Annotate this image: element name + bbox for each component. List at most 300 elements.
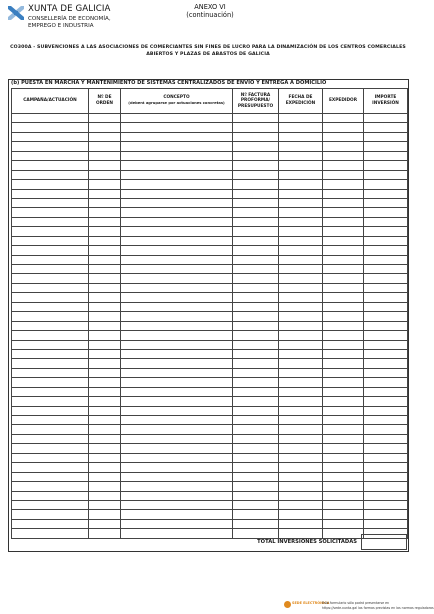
table-cell[interactable] xyxy=(279,463,323,472)
table-cell[interactable] xyxy=(121,312,233,321)
table-cell[interactable] xyxy=(121,151,233,160)
table-cell[interactable] xyxy=(279,416,323,425)
table-cell[interactable] xyxy=(279,387,323,396)
table-cell[interactable] xyxy=(12,180,89,189)
table-cell[interactable] xyxy=(279,189,323,198)
table-cell[interactable] xyxy=(89,416,121,425)
table-cell[interactable] xyxy=(12,302,89,311)
table-cell[interactable] xyxy=(89,208,121,217)
table-cell[interactable] xyxy=(323,416,364,425)
table-cell[interactable] xyxy=(279,283,323,292)
table-cell[interactable] xyxy=(364,189,408,198)
table-cell[interactable] xyxy=(121,132,233,141)
table-cell[interactable] xyxy=(121,217,233,226)
table-cell[interactable] xyxy=(12,434,89,443)
table-cell[interactable] xyxy=(121,406,233,415)
table-cell[interactable] xyxy=(12,114,89,123)
table-cell[interactable] xyxy=(121,114,233,123)
table-cell[interactable] xyxy=(12,227,89,236)
table-cell[interactable] xyxy=(364,208,408,217)
table-cell[interactable] xyxy=(323,170,364,179)
table-cell[interactable] xyxy=(279,444,323,453)
table-cell[interactable] xyxy=(364,123,408,132)
table-cell[interactable] xyxy=(279,198,323,207)
table-cell[interactable] xyxy=(323,114,364,123)
table-cell[interactable] xyxy=(121,142,233,151)
table-cell[interactable] xyxy=(89,161,121,170)
table-cell[interactable] xyxy=(89,500,121,509)
table-cell[interactable] xyxy=(279,151,323,160)
table-cell[interactable] xyxy=(12,340,89,349)
table-cell[interactable] xyxy=(89,274,121,283)
table-cell[interactable] xyxy=(233,331,279,340)
table-cell[interactable] xyxy=(323,255,364,264)
table-cell[interactable] xyxy=(121,161,233,170)
table-cell[interactable] xyxy=(89,472,121,481)
table-cell[interactable] xyxy=(89,151,121,160)
table-cell[interactable] xyxy=(89,198,121,207)
table-cell[interactable] xyxy=(121,321,233,330)
table-cell[interactable] xyxy=(121,180,233,189)
table-cell[interactable] xyxy=(323,123,364,132)
table-cell[interactable] xyxy=(121,293,233,302)
table-cell[interactable] xyxy=(233,293,279,302)
table-cell[interactable] xyxy=(364,274,408,283)
table-cell[interactable] xyxy=(323,510,364,519)
table-cell[interactable] xyxy=(233,510,279,519)
table-cell[interactable] xyxy=(323,359,364,368)
table-cell[interactable] xyxy=(323,453,364,462)
table-cell[interactable] xyxy=(12,312,89,321)
table-cell[interactable] xyxy=(364,510,408,519)
table-cell[interactable] xyxy=(89,378,121,387)
table-cell[interactable] xyxy=(233,321,279,330)
table-cell[interactable] xyxy=(323,444,364,453)
table-cell[interactable] xyxy=(279,142,323,151)
table-cell[interactable] xyxy=(364,321,408,330)
table-cell[interactable] xyxy=(323,463,364,472)
table-cell[interactable] xyxy=(121,472,233,481)
table-cell[interactable] xyxy=(12,217,89,226)
table-cell[interactable] xyxy=(279,265,323,274)
table-cell[interactable] xyxy=(364,302,408,311)
table-cell[interactable] xyxy=(12,293,89,302)
table-cell[interactable] xyxy=(121,397,233,406)
table-cell[interactable] xyxy=(233,208,279,217)
table-cell[interactable] xyxy=(233,189,279,198)
table-cell[interactable] xyxy=(323,217,364,226)
table-cell[interactable] xyxy=(364,349,408,358)
table-cell[interactable] xyxy=(279,482,323,491)
table-cell[interactable] xyxy=(121,416,233,425)
table-cell[interactable] xyxy=(323,472,364,481)
table-cell[interactable] xyxy=(323,274,364,283)
table-cell[interactable] xyxy=(279,255,323,264)
table-cell[interactable] xyxy=(233,349,279,358)
table-cell[interactable] xyxy=(323,491,364,500)
table-cell[interactable] xyxy=(233,359,279,368)
table-cell[interactable] xyxy=(89,142,121,151)
table-cell[interactable] xyxy=(89,444,121,453)
table-cell[interactable] xyxy=(89,453,121,462)
table-cell[interactable] xyxy=(121,510,233,519)
table-cell[interactable] xyxy=(121,359,233,368)
table-cell[interactable] xyxy=(364,217,408,226)
table-cell[interactable] xyxy=(89,463,121,472)
table-cell[interactable] xyxy=(233,463,279,472)
table-cell[interactable] xyxy=(89,331,121,340)
table-cell[interactable] xyxy=(121,349,233,358)
table-cell[interactable] xyxy=(364,283,408,292)
table-cell[interactable] xyxy=(364,142,408,151)
table-cell[interactable] xyxy=(12,189,89,198)
table-cell[interactable] xyxy=(89,368,121,377)
table-cell[interactable] xyxy=(233,132,279,141)
table-cell[interactable] xyxy=(233,434,279,443)
table-cell[interactable] xyxy=(364,416,408,425)
table-cell[interactable] xyxy=(89,312,121,321)
table-cell[interactable] xyxy=(12,482,89,491)
table-cell[interactable] xyxy=(12,472,89,481)
table-cell[interactable] xyxy=(233,387,279,396)
table-cell[interactable] xyxy=(233,444,279,453)
table-cell[interactable] xyxy=(364,255,408,264)
table-cell[interactable] xyxy=(279,349,323,358)
table-cell[interactable] xyxy=(279,491,323,500)
table-cell[interactable] xyxy=(12,416,89,425)
table-cell[interactable] xyxy=(364,434,408,443)
table-cell[interactable] xyxy=(121,444,233,453)
table-cell[interactable] xyxy=(121,189,233,198)
table-cell[interactable] xyxy=(89,302,121,311)
table-cell[interactable] xyxy=(364,368,408,377)
table-cell[interactable] xyxy=(279,378,323,387)
table-cell[interactable] xyxy=(364,519,408,528)
table-cell[interactable] xyxy=(121,227,233,236)
table-cell[interactable] xyxy=(12,444,89,453)
table-cell[interactable] xyxy=(323,331,364,340)
table-cell[interactable] xyxy=(279,359,323,368)
table-cell[interactable] xyxy=(12,510,89,519)
table-cell[interactable] xyxy=(12,453,89,462)
table-cell[interactable] xyxy=(233,406,279,415)
table-cell[interactable] xyxy=(12,425,89,434)
table-cell[interactable] xyxy=(279,500,323,509)
table-cell[interactable] xyxy=(89,132,121,141)
table-cell[interactable] xyxy=(279,397,323,406)
table-cell[interactable] xyxy=(323,293,364,302)
table-cell[interactable] xyxy=(233,161,279,170)
table-cell[interactable] xyxy=(279,434,323,443)
table-cell[interactable] xyxy=(364,397,408,406)
table-cell[interactable] xyxy=(323,387,364,396)
table-cell[interactable] xyxy=(279,406,323,415)
table-cell[interactable] xyxy=(12,378,89,387)
table-cell[interactable] xyxy=(233,416,279,425)
table-cell[interactable] xyxy=(323,208,364,217)
table-cell[interactable] xyxy=(89,217,121,226)
table-cell[interactable] xyxy=(364,378,408,387)
table-cell[interactable] xyxy=(121,283,233,292)
table-cell[interactable] xyxy=(364,340,408,349)
table-cell[interactable] xyxy=(89,114,121,123)
table-cell[interactable] xyxy=(89,397,121,406)
table-cell[interactable] xyxy=(89,519,121,528)
table-cell[interactable] xyxy=(279,236,323,245)
table-cell[interactable] xyxy=(364,132,408,141)
table-cell[interactable] xyxy=(364,227,408,236)
table-cell[interactable] xyxy=(89,359,121,368)
table-cell[interactable] xyxy=(364,293,408,302)
table-cell[interactable] xyxy=(233,217,279,226)
table-cell[interactable] xyxy=(12,161,89,170)
table-cell[interactable] xyxy=(233,312,279,321)
table-cell[interactable] xyxy=(89,227,121,236)
table-cell[interactable] xyxy=(364,246,408,255)
table-cell[interactable] xyxy=(89,180,121,189)
table-cell[interactable] xyxy=(12,123,89,132)
table-cell[interactable] xyxy=(12,368,89,377)
table-cell[interactable] xyxy=(233,519,279,528)
table-cell[interactable] xyxy=(323,321,364,330)
table-cell[interactable] xyxy=(89,236,121,245)
table-cell[interactable] xyxy=(121,425,233,434)
table-cell[interactable] xyxy=(279,293,323,302)
table-cell[interactable] xyxy=(121,265,233,274)
table-cell[interactable] xyxy=(121,123,233,132)
table-cell[interactable] xyxy=(12,463,89,472)
table-cell[interactable] xyxy=(233,397,279,406)
table-cell[interactable] xyxy=(121,208,233,217)
table-cell[interactable] xyxy=(121,378,233,387)
table-cell[interactable] xyxy=(89,425,121,434)
table-cell[interactable] xyxy=(323,265,364,274)
table-cell[interactable] xyxy=(233,170,279,179)
table-cell[interactable] xyxy=(12,500,89,509)
table-cell[interactable] xyxy=(323,161,364,170)
table-cell[interactable] xyxy=(364,482,408,491)
table-cell[interactable] xyxy=(12,142,89,151)
table-cell[interactable] xyxy=(364,444,408,453)
table-cell[interactable] xyxy=(121,274,233,283)
table-cell[interactable] xyxy=(279,340,323,349)
table-cell[interactable] xyxy=(121,236,233,245)
table-cell[interactable] xyxy=(121,331,233,340)
table-cell[interactable] xyxy=(89,491,121,500)
table-cell[interactable] xyxy=(364,491,408,500)
table-cell[interactable] xyxy=(89,434,121,443)
table-cell[interactable] xyxy=(233,283,279,292)
table-cell[interactable] xyxy=(89,170,121,179)
table-cell[interactable] xyxy=(121,387,233,396)
table-cell[interactable] xyxy=(12,132,89,141)
table-cell[interactable] xyxy=(364,463,408,472)
table-cell[interactable] xyxy=(323,312,364,321)
table-cell[interactable] xyxy=(323,227,364,236)
table-cell[interactable] xyxy=(12,406,89,415)
table-cell[interactable] xyxy=(233,274,279,283)
table-cell[interactable] xyxy=(323,349,364,358)
table-cell[interactable] xyxy=(12,236,89,245)
table-cell[interactable] xyxy=(323,397,364,406)
table-cell[interactable] xyxy=(89,340,121,349)
table-cell[interactable] xyxy=(121,519,233,528)
table-cell[interactable] xyxy=(364,425,408,434)
table-cell[interactable] xyxy=(233,198,279,207)
table-cell[interactable] xyxy=(121,491,233,500)
table-cell[interactable] xyxy=(121,198,233,207)
table-cell[interactable] xyxy=(279,274,323,283)
table-cell[interactable] xyxy=(279,132,323,141)
table-cell[interactable] xyxy=(323,151,364,160)
table-cell[interactable] xyxy=(12,198,89,207)
table-cell[interactable] xyxy=(323,425,364,434)
table-cell[interactable] xyxy=(233,236,279,245)
table-cell[interactable] xyxy=(121,255,233,264)
table-cell[interactable] xyxy=(12,170,89,179)
table-cell[interactable] xyxy=(89,123,121,132)
table-cell[interactable] xyxy=(89,387,121,396)
table-cell[interactable] xyxy=(364,387,408,396)
table-cell[interactable] xyxy=(364,406,408,415)
table-cell[interactable] xyxy=(12,331,89,340)
table-cell[interactable] xyxy=(279,170,323,179)
table-cell[interactable] xyxy=(364,453,408,462)
table-cell[interactable] xyxy=(233,151,279,160)
table-cell[interactable] xyxy=(233,340,279,349)
table-cell[interactable] xyxy=(279,180,323,189)
table-cell[interactable] xyxy=(233,123,279,132)
table-cell[interactable] xyxy=(364,180,408,189)
table-cell[interactable] xyxy=(12,397,89,406)
table-cell[interactable] xyxy=(121,500,233,509)
table-cell[interactable] xyxy=(279,246,323,255)
table-cell[interactable] xyxy=(279,227,323,236)
table-cell[interactable] xyxy=(279,519,323,528)
table-cell[interactable] xyxy=(89,349,121,358)
table-cell[interactable] xyxy=(323,198,364,207)
table-cell[interactable] xyxy=(279,217,323,226)
table-cell[interactable] xyxy=(323,180,364,189)
table-cell[interactable] xyxy=(323,406,364,415)
table-cell[interactable] xyxy=(364,114,408,123)
table-cell[interactable] xyxy=(323,482,364,491)
table-cell[interactable] xyxy=(233,265,279,274)
table-cell[interactable] xyxy=(279,453,323,462)
table-cell[interactable] xyxy=(89,189,121,198)
table-cell[interactable] xyxy=(233,491,279,500)
table-cell[interactable] xyxy=(12,359,89,368)
table-cell[interactable] xyxy=(279,208,323,217)
table-cell[interactable] xyxy=(279,114,323,123)
table-cell[interactable] xyxy=(12,151,89,160)
table-cell[interactable] xyxy=(233,180,279,189)
table-cell[interactable] xyxy=(323,500,364,509)
table-cell[interactable] xyxy=(233,425,279,434)
table-cell[interactable] xyxy=(279,161,323,170)
table-cell[interactable] xyxy=(121,463,233,472)
table-cell[interactable] xyxy=(89,406,121,415)
table-cell[interactable] xyxy=(12,349,89,358)
table-cell[interactable] xyxy=(279,331,323,340)
table-cell[interactable] xyxy=(233,246,279,255)
table-cell[interactable] xyxy=(121,170,233,179)
table-cell[interactable] xyxy=(12,519,89,528)
table-cell[interactable] xyxy=(279,123,323,132)
table-cell[interactable] xyxy=(233,500,279,509)
table-cell[interactable] xyxy=(121,302,233,311)
table-cell[interactable] xyxy=(233,472,279,481)
table-cell[interactable] xyxy=(12,387,89,396)
table-cell[interactable] xyxy=(323,142,364,151)
table-cell[interactable] xyxy=(279,425,323,434)
table-cell[interactable] xyxy=(364,331,408,340)
table-cell[interactable] xyxy=(12,321,89,330)
table-cell[interactable] xyxy=(364,170,408,179)
table-cell[interactable] xyxy=(323,519,364,528)
table-cell[interactable] xyxy=(279,321,323,330)
table-cell[interactable] xyxy=(89,255,121,264)
table-cell[interactable] xyxy=(121,246,233,255)
table-cell[interactable] xyxy=(323,189,364,198)
table-cell[interactable] xyxy=(279,312,323,321)
table-cell[interactable] xyxy=(233,302,279,311)
table-cell[interactable] xyxy=(323,236,364,245)
table-cell[interactable] xyxy=(323,283,364,292)
table-cell[interactable] xyxy=(89,283,121,292)
table-cell[interactable] xyxy=(279,472,323,481)
table-cell[interactable] xyxy=(12,255,89,264)
total-amount-field[interactable] xyxy=(361,534,407,550)
table-cell[interactable] xyxy=(121,453,233,462)
table-cell[interactable] xyxy=(323,246,364,255)
table-cell[interactable] xyxy=(121,434,233,443)
table-cell[interactable] xyxy=(233,255,279,264)
table-cell[interactable] xyxy=(279,302,323,311)
table-cell[interactable] xyxy=(323,368,364,377)
table-cell[interactable] xyxy=(323,340,364,349)
table-cell[interactable] xyxy=(12,265,89,274)
table-cell[interactable] xyxy=(364,198,408,207)
table-cell[interactable] xyxy=(233,378,279,387)
table-cell[interactable] xyxy=(279,368,323,377)
table-cell[interactable] xyxy=(89,246,121,255)
table-cell[interactable] xyxy=(364,472,408,481)
table-cell[interactable] xyxy=(364,161,408,170)
table-cell[interactable] xyxy=(89,482,121,491)
table-cell[interactable] xyxy=(323,378,364,387)
table-cell[interactable] xyxy=(279,510,323,519)
table-cell[interactable] xyxy=(89,321,121,330)
table-cell[interactable] xyxy=(12,283,89,292)
table-cell[interactable] xyxy=(121,482,233,491)
table-cell[interactable] xyxy=(12,208,89,217)
table-cell[interactable] xyxy=(233,368,279,377)
table-cell[interactable] xyxy=(233,482,279,491)
table-cell[interactable] xyxy=(121,368,233,377)
table-cell[interactable] xyxy=(12,274,89,283)
table-cell[interactable] xyxy=(364,236,408,245)
table-cell[interactable] xyxy=(121,340,233,349)
table-cell[interactable] xyxy=(364,359,408,368)
table-cell[interactable] xyxy=(12,246,89,255)
table-cell[interactable] xyxy=(323,132,364,141)
table-cell[interactable] xyxy=(323,434,364,443)
table-cell[interactable] xyxy=(364,151,408,160)
table-cell[interactable] xyxy=(89,265,121,274)
table-cell[interactable] xyxy=(364,312,408,321)
table-cell[interactable] xyxy=(323,302,364,311)
